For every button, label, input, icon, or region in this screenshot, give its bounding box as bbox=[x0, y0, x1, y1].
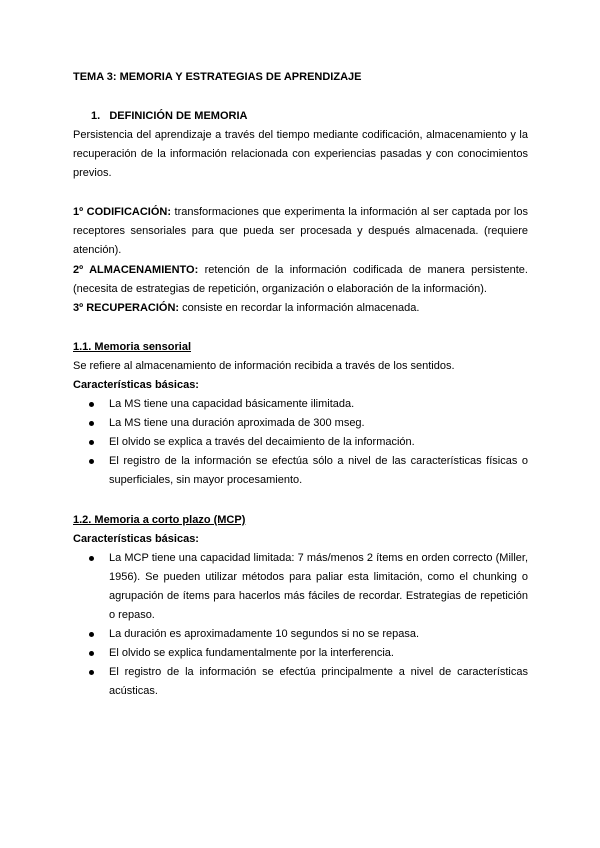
memoria-sensorial-list bbox=[73, 395, 528, 490]
phase-label: 3º RECUPERACIÓN: bbox=[73, 302, 180, 314]
bullet-icon bbox=[89, 402, 94, 407]
memoria-sensorial-heading: 1.1. Memoria sensorial bbox=[73, 341, 191, 353]
list-item: La duración es aproximadamente 10 segundos si no se repasa. bbox=[73, 625, 528, 644]
memoria-corto-plazo-heading: 1.2. Memoria a corto plazo (MCP) bbox=[73, 514, 246, 526]
bullet-icon bbox=[89, 651, 94, 656]
phase-almacenamiento bbox=[73, 261, 528, 299]
phase-codificacion bbox=[73, 203, 528, 260]
memoria-corto-plazo-list bbox=[73, 549, 528, 701]
list-item: La MCP tiene una capacidad limitada: 7 más/menos 2 ítems en orden correcto (Miller, 1956). Se pueden utilizar métodos para paliar esta limitación, como el chunking o agrupación de ítems para hacerlos más fáciles de recordar. Estrategias de repetición o repaso. bbox=[73, 549, 528, 625]
bullet-icon bbox=[89, 670, 94, 675]
list-item: La MS tiene una capacidad básicamente ilimitada. bbox=[73, 395, 528, 414]
bullet-icon bbox=[89, 459, 94, 464]
list-item: El registro de la información se efectúa principalmente a nivel de características acústicas. bbox=[73, 663, 528, 701]
section-1-heading: 1. DEFINICIÓN DE MEMORIA bbox=[91, 110, 248, 122]
bullet-icon bbox=[89, 632, 94, 637]
list-item: El olvido se explica fundamentalmente por la interferencia. bbox=[73, 644, 528, 663]
memoria-sensorial-intro: Se refiere al almacenamiento de información recibida a través de los sentidos. bbox=[73, 360, 455, 372]
bullet-icon bbox=[89, 421, 94, 426]
memoria-sensorial-subheading: Características básicas: bbox=[73, 379, 199, 391]
list-item: La MS tiene una duración aproximada de 300 mseg. bbox=[73, 414, 528, 433]
phase-label: 1º CODIFICACIÓN: bbox=[73, 206, 171, 218]
phase-text: retención de la información codificada de manera persistente. (necesita de estrategias de repetición, organización o elaboración de la información). bbox=[73, 264, 528, 295]
phase-recuperacion bbox=[73, 299, 528, 318]
memoria-corto-plazo-subheading: Características básicas: bbox=[73, 533, 199, 545]
phase-text: transformaciones que experimenta la información al ser captada por los receptores sensoriales para que pueda ser procesada y después almacenada. (requiere atención). bbox=[73, 206, 528, 256]
bullet-icon bbox=[89, 440, 94, 445]
bullet-icon bbox=[89, 556, 94, 561]
section-1-definition: Persistencia del aprendizaje a través del tiempo mediante codificación, almacenamiento y la recuperación de la información relacionada con experiencias pasadas y con conocimientos previos. bbox=[73, 129, 528, 179]
list-item: El olvido se explica a través del decaimiento de la información. bbox=[73, 433, 528, 452]
document-title: TEMA 3: MEMORIA Y ESTRATEGIAS DE APRENDIZAJE bbox=[73, 71, 362, 83]
phase-label: 2º ALMACENAMIENTO: bbox=[73, 264, 199, 276]
phase-text: consiste en recordar la información almacenada. bbox=[179, 302, 420, 314]
list-item: El registro de la información se efectúa sólo a nivel de las características físicas o superficiales, sin mayor procesamiento. bbox=[73, 452, 528, 490]
